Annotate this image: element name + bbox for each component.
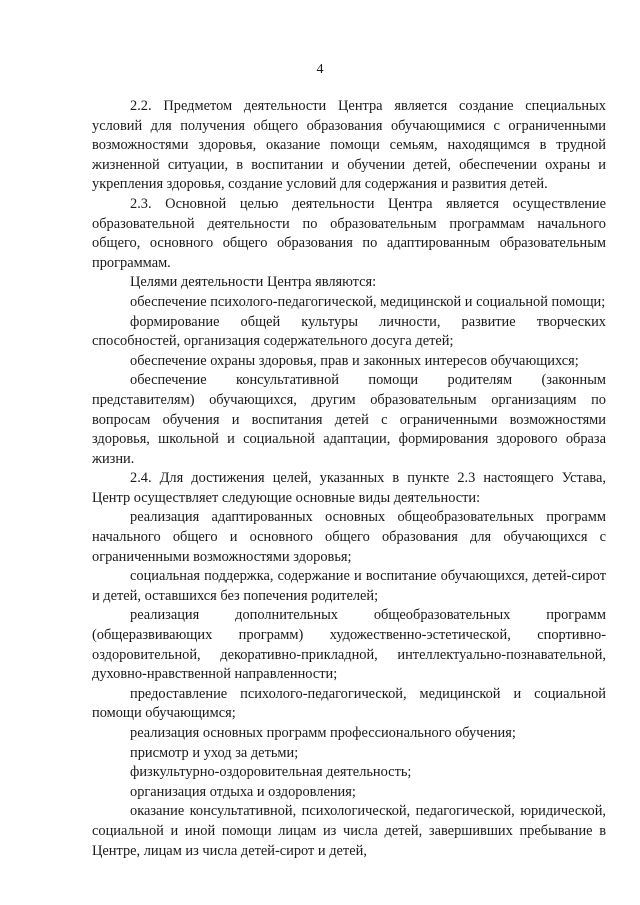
- document-body: [92, 97, 606, 861]
- goal-item: обеспечение консультативной помощи родителям (законным представителям) обучающихся, другим образовательным организациям по вопросам обучения и воспитания детей с ограниченными возможностями здоровья, школьной и социальной адаптации, формирования здорового образа жизни.: [92, 372, 606, 467]
- paragraph-2-3: 2.3. Основной целью деятельности Центра является осуществление образовательной деятельности по образовательным программам начального общего, основного общего образования по адаптированным образовательным программам.: [92, 195, 606, 271]
- goal-item: обеспечение охраны здоровья, прав и законных интересов обучающихся;: [130, 352, 579, 369]
- paragraph-2-2: 2.2. Предметом деятельности Центра является создание специальных условий для получения общего образования обучающимися с ограниченными возможностями здоровья, оказание помощи семьям, находящимся в трудной жизненной ситуации, в воспитании и обучении детей, обеспечении охраны и укрепления здоровья, создание условий для содержания и развития детей.: [92, 98, 606, 193]
- activity-item: социальная поддержка, содержание и воспитание обучающихся, детей-сирот и детей, оставшихся без попечения родителей;: [92, 568, 606, 604]
- activity-item: физкультурно-оздоровительная деятельность;: [130, 764, 412, 781]
- paragraph-2-4: 2.4. Для достижения целей, указанных в пункте 2.3 настоящего Устава, Центр осуществляет следующие основные виды деятельности:: [92, 470, 606, 506]
- activity-item: оказание консультативной, психологической, педагогической, юридической, социальной и иной помощи лицам из числа детей, завершивших пребывание в Центре, лицам из числа детей-сирот и детей,: [92, 803, 606, 859]
- goal-item: формирование общей культуры личности, развитие творческих способностей, организация содержательного досуга детей;: [92, 313, 606, 350]
- activity-item: организация отдыха и оздоровления;: [130, 783, 356, 800]
- activity-item: реализация адаптированных основных общеобразовательных программ начального общего и основного общего образования для обучающихся с ограниченными возможностями здоровья;: [92, 509, 606, 565]
- goals-heading: Целями деятельности Центра являются:: [130, 274, 377, 291]
- activity-item: присмотр и уход за детьми;: [130, 744, 299, 761]
- activity-item: реализация основных программ профессионального обучения;: [130, 725, 516, 741]
- activity-item: предоставление психолого-педагогической, медицинской и социальной помощи обучающимся;: [92, 685, 606, 722]
- page-number: 4: [316, 62, 324, 77]
- activity-item: реализация дополнительных общеобразовательных программ (общеразвивающих программ) художественно-эстетической, спортивно-оздоровительной, декоративно-прикладной, интеллектуально-познавательной, духовно-нравственной направленности;: [92, 607, 606, 683]
- goal-item: обеспечение психолого-педагогической, медицинской и социальной помощи;: [130, 293, 606, 310]
